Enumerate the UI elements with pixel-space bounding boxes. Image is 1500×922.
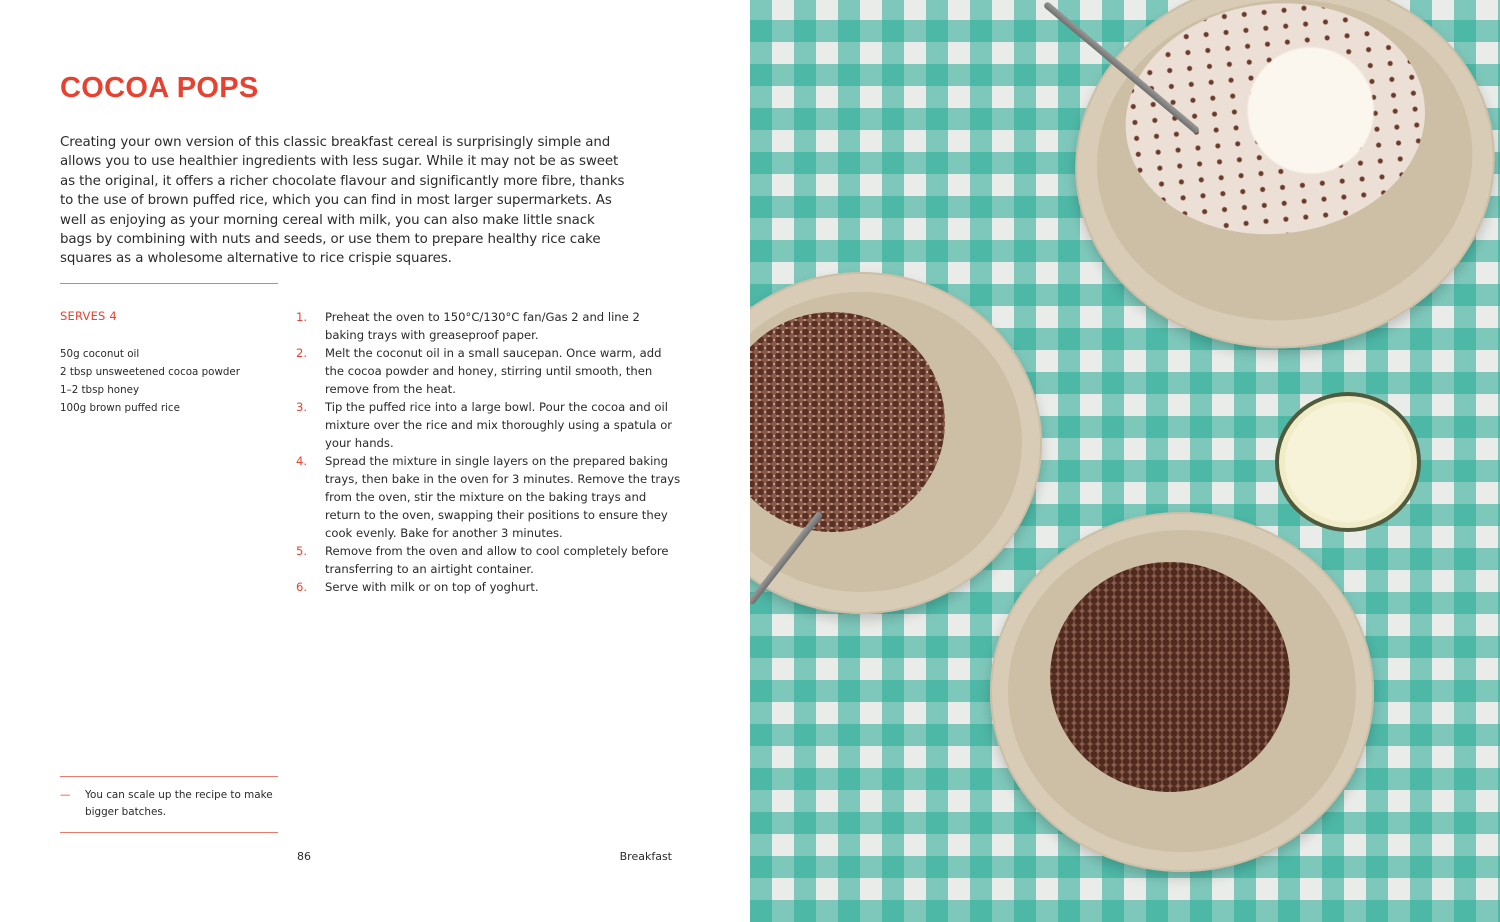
step-text: Remove from the oven and allow to cool completely before transferring to an airtight container. [325, 544, 669, 576]
recipe-tip [60, 787, 278, 820]
step-number: 3. [296, 400, 308, 414]
method-step [296, 452, 681, 542]
ingredient-item: 1–2 tbsp honey [60, 384, 140, 396]
recipe-title: COCOA POPS [60, 72, 259, 104]
step-text: Spread the mixture in single layers on the prepared baking trays, then bake in the oven for 3 minutes. Remove the trays from the oven, stir the mixture on the baking trays and return to the oven, swapping their positions to ensure they cook evenly. Bake for another 3 minutes. [325, 454, 681, 540]
recipe-photo [750, 0, 1500, 922]
glass-of-milk-image [1275, 392, 1421, 532]
bowl-of-cocoa-pops-image [990, 512, 1374, 872]
bowl-with-milk-image [750, 272, 1042, 614]
bowl-with-yoghurt-image [1057, 0, 1500, 369]
ingredients-list [60, 345, 240, 417]
section-name: Breakfast [619, 850, 672, 863]
recipe-intro: Creating your own version of this classic breakfast cereal is surprisingly simple and allows you to use healthier ingredients with less sugar. While it may not be as sweet as the original, it offers a richer chocolate flavour and significantly more fibre, thanks to the use of brown puffed rice, which you can find in most larger supermarkets. As well as enjoying as your morning cereal with milk, you can also make little snack bags by combining with nuts and seeds, or use them to prepare healthy rice cake squares as a wholesome alternative to rice crispie squares. [60, 135, 625, 267]
method-step [296, 308, 681, 344]
ingredient-item: 50g coconut oil [60, 348, 140, 360]
dash-icon: — [60, 789, 71, 801]
page-number: 86 [297, 850, 311, 863]
step-number: 4. [296, 454, 308, 468]
ingredient-item: 2 tbsp unsweetened cocoa powder [60, 366, 240, 378]
method-step [296, 578, 681, 596]
method-step [296, 542, 681, 578]
divider-top [60, 283, 278, 284]
ingredient-item: 100g brown puffed rice [60, 402, 180, 414]
step-number: 6. [296, 580, 308, 594]
note-divider-bottom [60, 832, 278, 833]
method-step [296, 344, 681, 398]
step-number: 2. [296, 346, 308, 360]
step-text: Melt the coconut oil in a small saucepan. Once warm, add the cocoa powder and honey, stirring until smooth, then remove from the heat. [325, 346, 662, 396]
tip-text: You can scale up the recipe to make bigger batches. [85, 789, 273, 818]
method-steps [296, 308, 681, 596]
note-divider-top [60, 776, 278, 777]
step-number: 1. [296, 310, 308, 324]
step-text: Serve with milk or on top of yoghurt. [325, 580, 539, 594]
step-number: 5. [296, 544, 308, 558]
step-text: Preheat the oven to 150°C/130°C fan/Gas 2 and line 2 baking trays with greaseproof paper. [325, 310, 640, 342]
method-step [296, 398, 681, 452]
serves-label: SERVES 4 [60, 309, 117, 323]
step-text: Tip the puffed rice into a large bowl. Pour the cocoa and oil mixture over the rice and mix thoroughly using a spatula or your hands. [325, 400, 673, 450]
